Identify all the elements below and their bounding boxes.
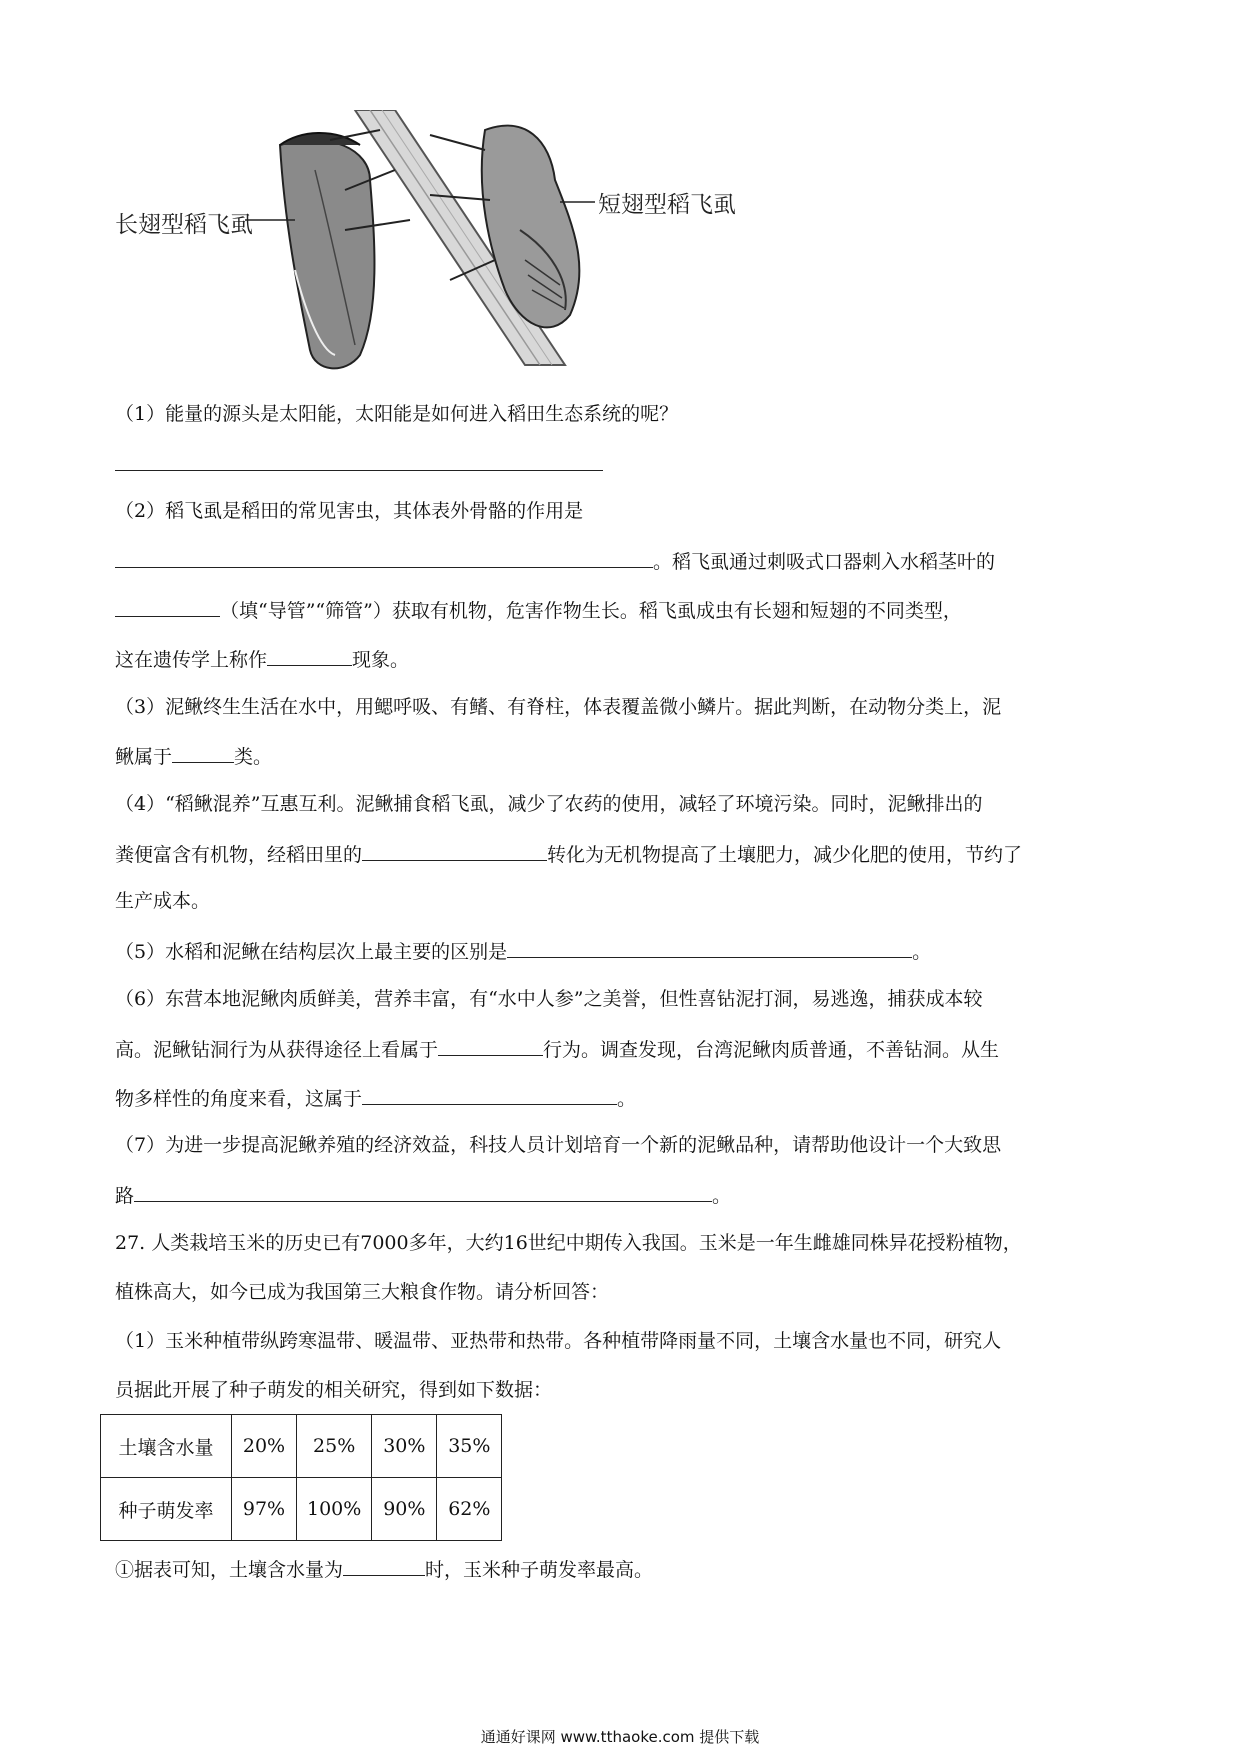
table-row (101, 1478, 502, 1541)
q6-blank-behavior[interactable] (438, 1033, 543, 1056)
q27-sub1-line2: 员据此开展了种子萌发的相关研究，得到如下数据： (115, 1379, 553, 1401)
q5-line: （5）水稻和泥鳅在结构层次上最主要的区别是 。 (115, 935, 1125, 967)
q27-line2: 植株高大，如今已成为我国第三大粮食作物。请分析回答： (115, 1281, 610, 1303)
q6-blank-diversity[interactable] (362, 1082, 617, 1105)
planthopper-illustration (130, 110, 830, 380)
q2-blank-vessel[interactable] (115, 594, 220, 617)
q2-line2: 。稻飞虱通过刺吸式口器刺入水稻茎叶的 (115, 545, 1125, 577)
table-row (101, 1415, 502, 1478)
row-header-moisture: 土壤含水量 (101, 1415, 232, 1478)
q4-line1: （4）“稻鳅混养”互惠互利。泥鳅捕食稻飞虱，减少了农药的使用，减轻了环境污染。同时，泥鳅排出的 (115, 793, 983, 815)
q27-blank-moisture[interactable] (343, 1553, 425, 1576)
q7-line1: （7）为进一步提高泥鳅养殖的经济效益，科技人员计划培育一个新的泥鳅品种，请帮助他设计一个大致思 (115, 1134, 1002, 1156)
q4-blank-decomposer[interactable] (362, 838, 547, 861)
table-cell: 90% (372, 1478, 437, 1541)
q6-line3: 物多样性的角度来看，这属于 。 (115, 1082, 1125, 1114)
row-header-germination: 种子萌发率 (101, 1478, 232, 1541)
q2-blank-genetics[interactable] (267, 643, 352, 666)
q27-line1: 27. 人类栽培玉米的历史已有7000多年，大约16世纪中期传入我国。玉米是一年生雌雄同株异花授粉植物， (115, 1232, 1022, 1254)
q1-text: （1）能量的源头是太阳能，太阳能是如何进入稻田生态系统的呢？ (115, 403, 679, 425)
q5-blank-structure[interactable] (507, 935, 912, 958)
q2-blank-exoskeleton[interactable] (115, 545, 653, 568)
table-cell: 100% (297, 1478, 372, 1541)
table-cell: 97% (232, 1478, 297, 1541)
planthopper-figure (115, 110, 830, 380)
q2-line3: （填“导管”“筛管”）获取有机物，危害作物生长。稻飞虱成虫有长翅和短翅的不同类型， (115, 594, 1125, 626)
label-short-winged: 短翅型稻飞虱 (598, 192, 736, 218)
q4-line2: 粪便富含有机物，经稻田里的 转化为无机物提高了土壤肥力，减少化肥的使用，节约了 (115, 838, 1125, 870)
table-cell: 25% (297, 1415, 372, 1478)
q2-line4: 这在遗传学上称作 现象。 (115, 643, 1125, 675)
q3-line1: （3）泥鳅终生生活在水中，用鳃呼吸、有鳍、有脊柱，体表覆盖微小鳞片。据此判断，在动物分类上，泥 (115, 696, 1002, 718)
table-cell: 30% (372, 1415, 437, 1478)
table-cell: 35% (437, 1415, 502, 1478)
germination-table (100, 1414, 502, 1541)
q7-blank-design[interactable] (134, 1179, 712, 1202)
q27-sub1-line1: （1）玉米种植带纵跨寒温带、暖温带、亚热带和热带。各种植带降雨量不同，土壤含水量也不同，研究人 (115, 1330, 1002, 1352)
q3-line2: 鳅属于 类。 (115, 740, 1125, 772)
q2-line1: （2）稻飞虱是稻田的常见害虫，其体表外骨骼的作用是 (115, 500, 584, 522)
q6-line1: （6）东营本地泥鳅肉质鲜美，营养丰富，有“水中人参”之美誉，但性喜钻泥打洞，易逃逸，捕获成本较 (115, 988, 983, 1010)
footer-source: 通通好课网 www.tthaoke.com 提供下载 (480, 1728, 760, 1746)
q4-line3: 生产成本。 (115, 890, 211, 912)
q1-answer-blank[interactable] (115, 470, 603, 471)
q7-line2: 路 。 (115, 1179, 1125, 1211)
table-cell: 20% (232, 1415, 297, 1478)
q27-sub-question: ①据表可知，土壤含水量为 时，玉米种子萌发率最高。 (115, 1553, 1125, 1585)
q6-line2: 高。泥鳅钻洞行为从获得途径上看属于 行为。调查发现，台湾泥鳅肉质普通，不善钻洞。从生 (115, 1033, 1125, 1065)
q3-blank-class[interactable] (172, 740, 234, 763)
table-cell: 62% (437, 1478, 502, 1541)
label-long-winged: 长翅型稻飞虱 (115, 212, 253, 238)
